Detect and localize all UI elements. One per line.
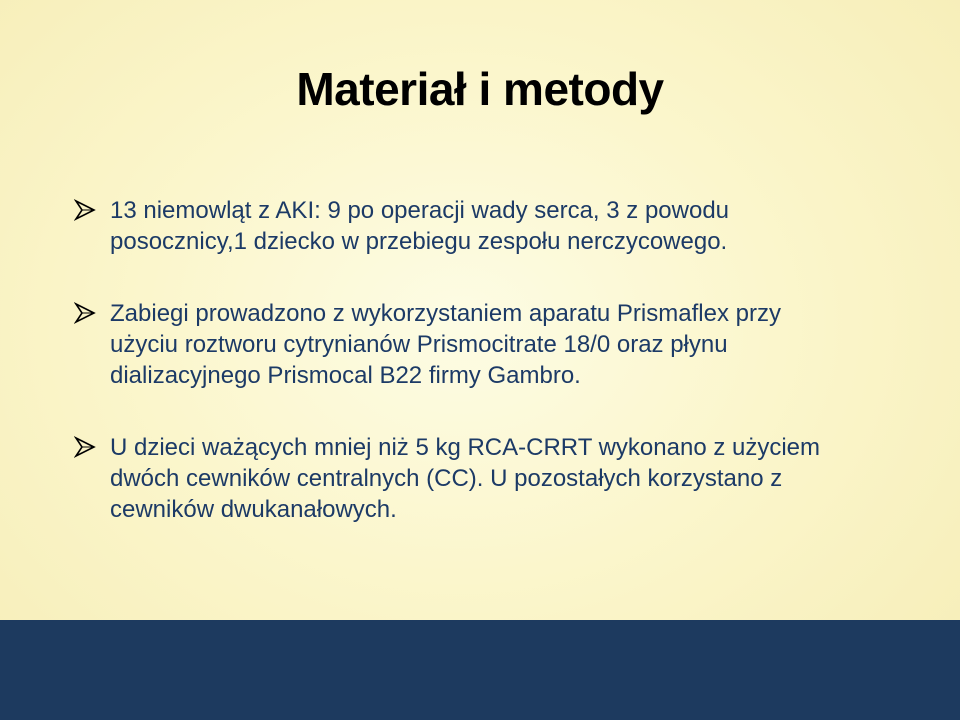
- bullet-text-2: Zabiegi prowadzono z wykorzystaniem aparatu Prismaflex przy użyciu roztworu cytrynianów Prismocitrate 18/0 oraz płynu dializacyjnego Prismocal B22 firmy Gambro.: [110, 300, 781, 389]
- bullet-text-1: 13 niemowląt z AKI: 9 po operacji wady serca, 3 z powodu posocznicy,1 dziecko w przebiegu zespołu nerczycowego.: [110, 197, 730, 255]
- bullet-item-2: [74, 298, 834, 391]
- arrow-bullet-icon: [74, 435, 96, 459]
- bullet-list: [74, 195, 834, 525]
- footer-bar: [0, 620, 960, 720]
- slide-title: Materiał i metody: [296, 63, 664, 115]
- bullet-text-3: U dzieci ważących mniej niż 5 kg RCA-CRRT wykonano z użyciem dwóch cewników centralnych (CC). U pozostałych korzystano z cewników dwukanałowych.: [110, 434, 821, 523]
- bullet-item-3: [74, 432, 834, 525]
- bullet-item-1: [74, 195, 834, 257]
- arrow-bullet-icon: [74, 301, 96, 325]
- arrow-bullet-icon: [74, 198, 96, 222]
